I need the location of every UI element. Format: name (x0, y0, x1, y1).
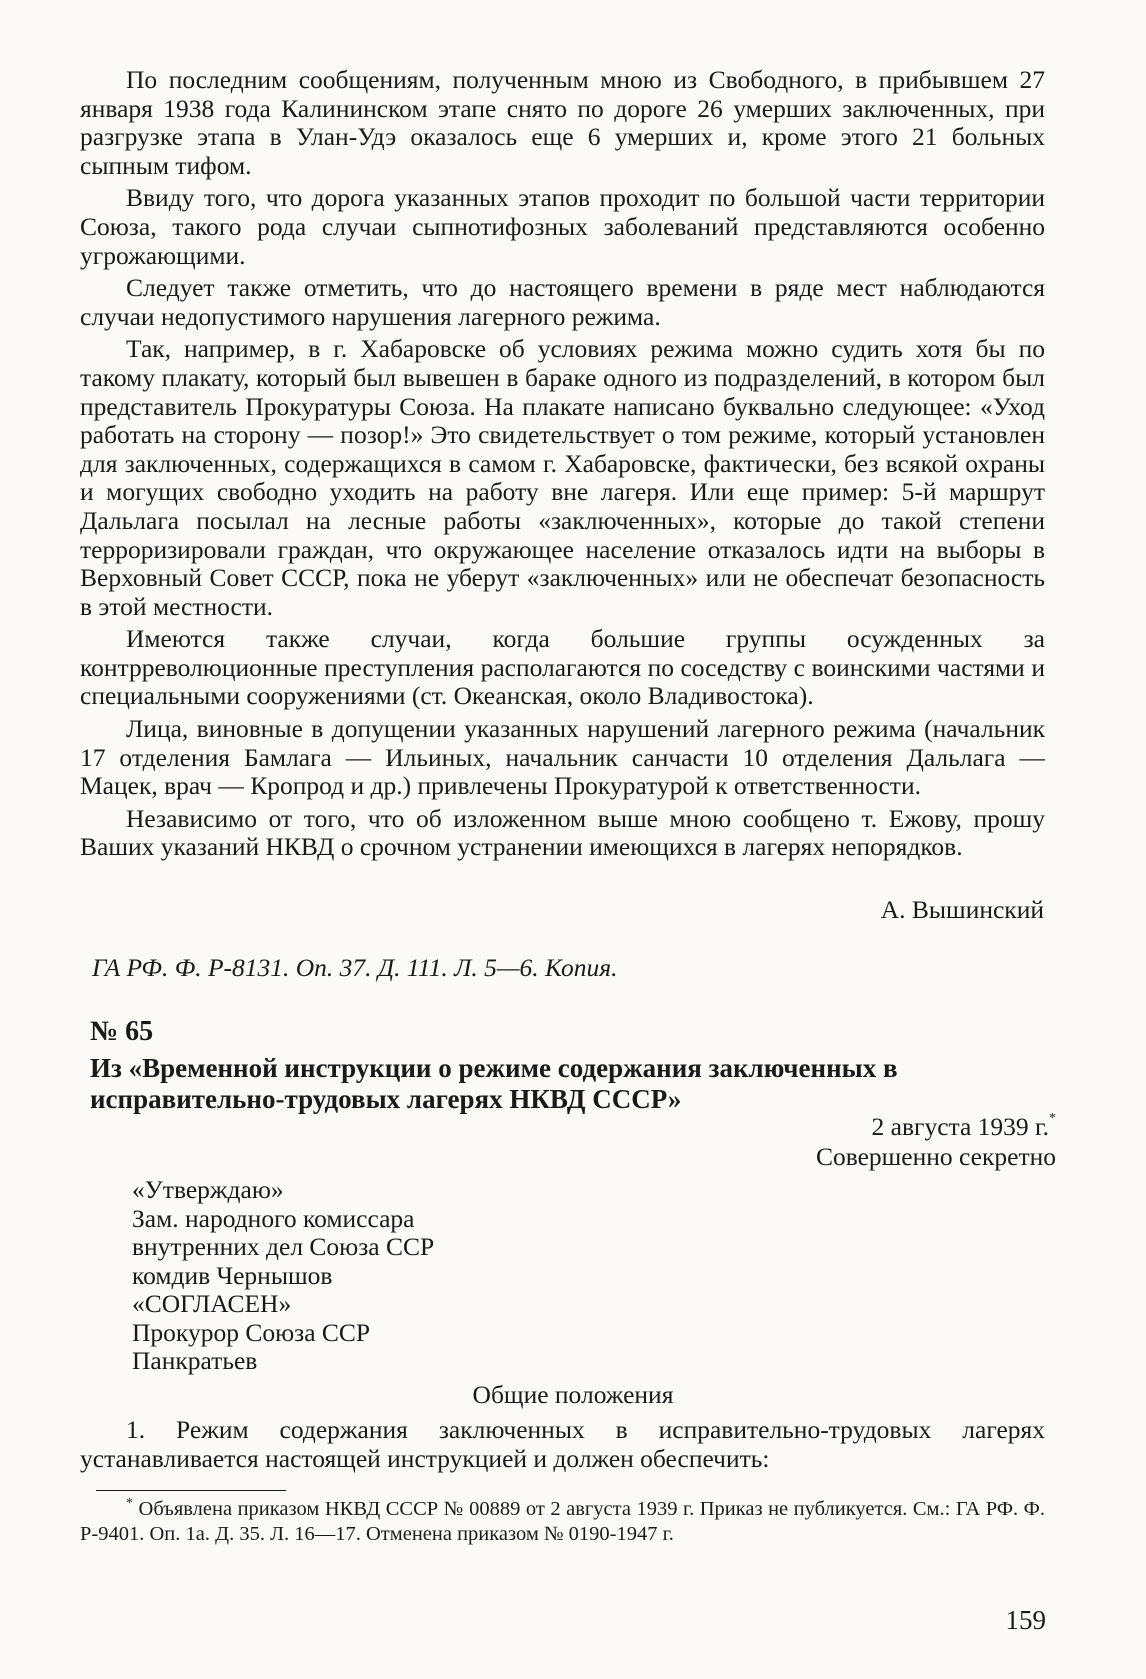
letter-signature: А. Вышинский (880, 895, 1044, 924)
approval-line: Зам. народного комиссара (132, 1203, 415, 1233)
document-date: 2 августа 1939 г. (871, 1112, 1049, 1141)
letter-paragraph-3: Следует также отметить, что до настоящего времени в ряде мест наблюдаются случаи недопустимого нарушения лагерного режима. (80, 273, 1045, 331)
document-classification: Совершенно секретно (815, 1142, 1056, 1171)
document-title: Из «Временной инструкции о режиме содержания заключенных в исправительно-трудовых лагерях НКВД СССР» (90, 1053, 898, 1114)
approval-line: «СОГЛАСЕН» (132, 1289, 292, 1318)
letter-paragraph-4: Так, например, в г. Хабаровске об условиях режима можно судить хотя бы по такому плакату, который был вывешен в бараке одного из подразделений, в котором был представитель Прокуратуры Союза. На плакате написано буквально следующее: «Уход работать на сторону — позор!» Это свидетельствует о том режиме, который установлен для заключенных, содержащихся в самом г. Хабаровске, фактически, без всякой охраны и могущих свободно уходить на работу вне лагеря. Или еще пример: 5-й маршрут Дальлага посылал на лесные работы «заключенных», которые до такой степени терроризировали граждан, что окружающее население отказалось идти на выборы в Верховный Совет СССР, пока не уберут «заключенных» или не обеспечат безопасность в этой местности. (80, 334, 1045, 621)
instruction-body (80, 1416, 1045, 1477)
approval-line: внутренних дел Союза ССР (132, 1232, 435, 1261)
footnote (80, 1497, 1045, 1547)
letter-paragraph-7: Независимо от того, что об изложенном выше мною сообщено т. Ежову, прошу Ваших указаний НКВД о срочном устранении имеющихся в лагерях непорядков. (80, 803, 1045, 862)
clause-1: 1. Режим содержания заключенных в исправительно-трудовых лагерях устанавливается настоящей инструкцией и должен обеспечить: (80, 1415, 1045, 1473)
footnote-marker: * (1049, 1111, 1056, 1126)
letter-paragraph-5: Имеются также случаи, когда большие группы осужденных за контрреволюционные преступления располагаются по соседству с воинскими частями и специальными сооружениями (ст. Океанская, около Владивостока). (80, 624, 1045, 711)
letter-paragraph-1: По последним сообщениям, полученным мною из Свободного, в прибывшем 27 января 1938 года Калининском этапе снято по дороге 26 умерших заключенных, при разгрузке этапа в Улан-Удэ оказалось еще 6 умерших и, кроме этого 21 больных сыпным тифом. (80, 65, 1045, 180)
document-date-block (816, 1112, 1056, 1172)
approval-line: «Утверждаю» (132, 1175, 284, 1204)
page-number: 159 (1005, 1605, 1046, 1635)
footnote-mark: * (126, 1496, 133, 1511)
document-number: № 65 (90, 1016, 154, 1047)
document-date-line (816, 1112, 1056, 1142)
letter-body (80, 66, 1045, 866)
letter-paragraph-2: Ввиду того, что дорога указанных этапов проходит по большой части территории Союза, такого рода случаи сыпнотифозных заболеваний представляются особенно угрожающими. (80, 183, 1045, 270)
approval-line: Прокурор Союза ССР (132, 1317, 371, 1347)
archive-reference: ГА РФ. Ф. Р-8131. Оп. 37. Д. 111. Л. 5—6. Копия. (92, 953, 618, 982)
approval-line: Панкратьев (132, 1346, 258, 1375)
footnote-text: Объявлена приказом НКВД СССР № 00889 от 2 августа 1939 г. Приказ не публикуется. См.: ГА РФ. Ф. Р-9401. Оп. 1а. Д. 35. Л. 16—17. Отменена приказом № 0190-1947 г. (80, 1498, 1045, 1545)
letter-paragraph-6: Лица, виновные в допущении указанных нарушений лагерного режима (начальник 17 отделения Бамлага — Ильиных, начальник санчасти 10 отделения Дальлага — Мацек, врач — Кропрод и др.) привлечены Прокуратурой к ответственности. (80, 714, 1045, 801)
approval-block (132, 1176, 434, 1376)
footnote-divider (96, 1490, 286, 1491)
section-heading: Общие положения (472, 1380, 674, 1409)
approval-line: комдив Чернышов (132, 1260, 333, 1290)
